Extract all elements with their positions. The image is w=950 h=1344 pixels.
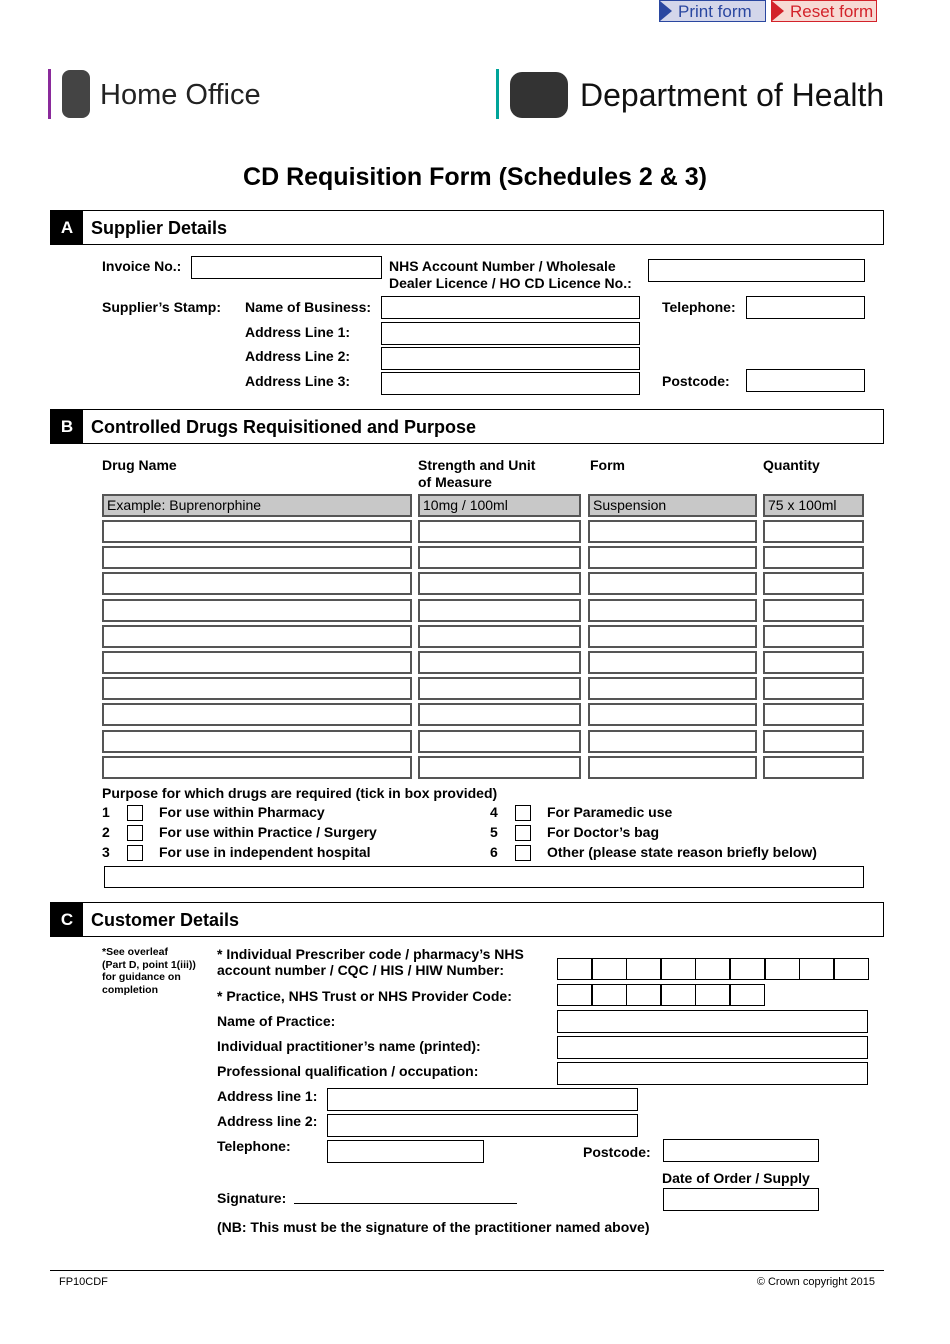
quantity-input[interactable] [763,730,864,753]
form-input[interactable] [588,546,757,569]
section-b-header [50,409,884,444]
strength-header-2: of Measure [418,474,492,490]
date-input[interactable] [663,1188,819,1211]
arrow-icon [660,1,672,21]
reset-label: Reset form [790,2,874,21]
postcode-label: Postcode: [662,373,730,389]
section-title: Supplier Details [91,218,228,238]
note-line: completion [102,983,159,996]
code-cell[interactable] [661,958,696,980]
qualification-label: Professional qualification / occupation: [217,1063,479,1079]
example-quantity: 75 x 100ml [763,494,864,517]
drug-name-header: Drug Name [102,457,177,473]
strength-input[interactable] [418,703,581,726]
purpose-label: For use within Practice / Surgery [159,824,377,840]
purpose-checkbox[interactable] [127,825,143,841]
print-label: Print form [678,2,752,21]
practitioner-input[interactable] [557,1036,868,1059]
quantity-input[interactable] [763,703,864,726]
reset-form-button[interactable] [771,0,877,22]
drug-name-input[interactable] [102,572,412,595]
code-cell[interactable] [695,984,730,1006]
customer-telephone-input[interactable] [327,1140,484,1163]
page-title: CD Requisition Form (Schedules 2 & 3) [243,163,707,191]
customer-address2-input[interactable] [327,1114,638,1137]
purpose-title: Purpose for which drugs are required (tick in box provided) [102,785,498,801]
royal-arms-icon [510,72,568,118]
strength-input[interactable] [418,520,581,543]
address2-label: Address Line 2: [245,348,351,364]
form-input[interactable] [588,625,757,648]
drug-name-input[interactable] [102,703,412,726]
customer-postcode-label: Postcode: [583,1144,651,1160]
address3-input[interactable] [381,372,640,395]
note-line: (Part D, point 1(iii)) [102,958,196,971]
strength-input[interactable] [418,651,581,674]
note-line: for guidance on [102,971,181,983]
business-label: Name of Business: [245,299,372,315]
purpose-checkbox[interactable] [515,845,531,861]
example-strength: 10mg / 100ml [418,494,581,517]
customer-address1-label: Address line 1: [217,1088,318,1104]
strength-header: Strength and Unit [418,457,536,473]
strength-input[interactable] [418,572,581,595]
section-a-header [50,210,884,245]
code-cell[interactable] [765,958,800,980]
address1-input[interactable] [381,322,640,345]
practitioner-label: Individual practitioner’s name (printed): [217,1038,481,1054]
signature-label: Signature: [217,1190,287,1206]
quantity-input[interactable] [763,756,864,779]
practice-code-label: * Practice, NHS Trust or NHS Provider Code: [217,988,512,1004]
code-cell[interactable] [834,958,869,980]
purpose-number: 1 [102,804,110,820]
customer-postcode-input[interactable] [663,1139,819,1162]
practice-name-label: Name of Practice: [217,1013,336,1029]
home-office-bar [48,69,51,119]
drug-name-input[interactable] [102,756,412,779]
note-line: *See overleaf [102,946,168,958]
telephone-input[interactable] [746,296,865,319]
copyright: © Crown copyright 2015 [756,1276,875,1288]
code-cell[interactable] [592,958,627,980]
strength-input[interactable] [418,756,581,779]
code-cell[interactable] [730,984,765,1006]
drug-name-input[interactable] [102,651,412,674]
signature-note: (NB: This must be the signature of the practitioner named above) [217,1219,650,1235]
nhs-account-input[interactable] [648,259,865,282]
strength-input[interactable] [418,546,581,569]
purpose-number: 6 [490,844,498,860]
purpose-label: Other (please state reason briefly below) [547,844,817,860]
date-label: Date of Order / Supply [662,1170,810,1186]
doh-bar [496,69,499,119]
arrow-icon [772,1,784,21]
practice-name-input[interactable] [557,1010,868,1033]
form-input[interactable] [588,520,757,543]
nhs-account-label: NHS Account Number / Wholesale [389,258,616,274]
form-input[interactable] [588,756,757,779]
form-input[interactable] [588,703,757,726]
quantity-input[interactable] [763,572,864,595]
drug-name-input[interactable] [102,599,412,622]
purpose-checkbox[interactable] [515,805,531,821]
form-input[interactable] [588,599,757,622]
quantity-header: Quantity [763,457,820,473]
purpose-number: 4 [490,804,498,820]
purpose-number: 5 [490,824,498,840]
section-letter: A [51,211,83,244]
quantity-input[interactable] [763,520,864,543]
code-cell[interactable] [730,958,765,980]
strength-input[interactable] [418,730,581,753]
telephone-label: Telephone: [662,299,736,315]
form-input[interactable] [588,572,757,595]
code-cell[interactable] [661,984,696,1006]
section-letter: B [51,410,83,443]
invoice-label: Invoice No.: [102,258,182,274]
form-input[interactable] [588,677,757,700]
example-form: Suspension [588,494,757,517]
form-code: FP10CDF [59,1276,108,1288]
address2-input[interactable] [381,347,640,370]
code-cell[interactable] [557,958,592,980]
other-reason-input[interactable] [104,866,864,888]
drug-name-input[interactable] [102,625,412,648]
home-office-logo: Home Office [100,79,261,111]
drug-name-input[interactable] [102,520,412,543]
address1-label: Address Line 1: [245,324,351,340]
form-input[interactable] [588,730,757,753]
quantity-input[interactable] [763,625,864,648]
drug-name-input[interactable] [102,546,412,569]
drug-name-input[interactable] [102,730,412,753]
print-form-button[interactable] [659,0,766,22]
purpose-label: For use within Pharmacy [159,804,325,820]
code-cell[interactable] [626,958,661,980]
purpose-label: For use in independent hospital [159,844,371,860]
qualification-input[interactable] [557,1062,868,1085]
code-cell[interactable] [695,958,730,980]
quantity-input[interactable] [763,599,864,622]
code-cell[interactable] [626,984,661,1006]
code-cell[interactable] [592,984,627,1006]
footer-divider [50,1270,884,1271]
guidance-note [102,946,196,996]
business-input[interactable] [381,296,640,319]
example-drug: Example: Buprenorphine [102,494,412,517]
customer-telephone-label: Telephone: [217,1138,291,1154]
royal-crest-icon [62,70,90,118]
strength-input[interactable] [418,599,581,622]
stamp-label: Supplier’s Stamp: [102,299,222,315]
purpose-checkbox[interactable] [515,825,531,841]
purpose-checkbox[interactable] [127,805,143,821]
purpose-checkbox[interactable] [127,845,143,861]
quantity-input[interactable] [763,651,864,674]
form-input[interactable] [588,651,757,674]
section-c-header [50,902,884,937]
postcode-input[interactable] [746,369,865,392]
quantity-input[interactable] [763,677,864,700]
strength-input[interactable] [418,677,581,700]
nhs-account-label-2: Dealer Licence / HO CD Licence No.: [389,275,632,291]
code-cell[interactable] [799,958,834,980]
purpose-number: 2 [102,824,110,840]
section-title: Customer Details [91,910,240,930]
doh-logo: Department of Health [580,77,885,113]
drug-name-input[interactable] [102,677,412,700]
form-header: Form [590,457,625,473]
purpose-label: For Doctor’s bag [547,824,660,840]
section-letter: C [51,903,83,936]
purpose-number: 3 [102,844,110,860]
prescriber-label-2: account number / CQC / HIS / HIW Number: [217,962,505,978]
invoice-input[interactable] [191,256,382,279]
strength-input[interactable] [418,625,581,648]
signature-line[interactable] [294,1203,517,1204]
purpose-label: For Paramedic use [547,804,673,820]
section-title: Controlled Drugs Requisitioned and Purpose [91,417,477,437]
address3-label: Address Line 3: [245,373,351,389]
customer-address2-label: Address line 2: [217,1113,318,1129]
customer-address1-input[interactable] [327,1088,638,1111]
quantity-input[interactable] [763,546,864,569]
code-cell[interactable] [557,984,592,1006]
prescriber-label: * Individual Prescriber code / pharmacy’s NHS [217,946,524,962]
